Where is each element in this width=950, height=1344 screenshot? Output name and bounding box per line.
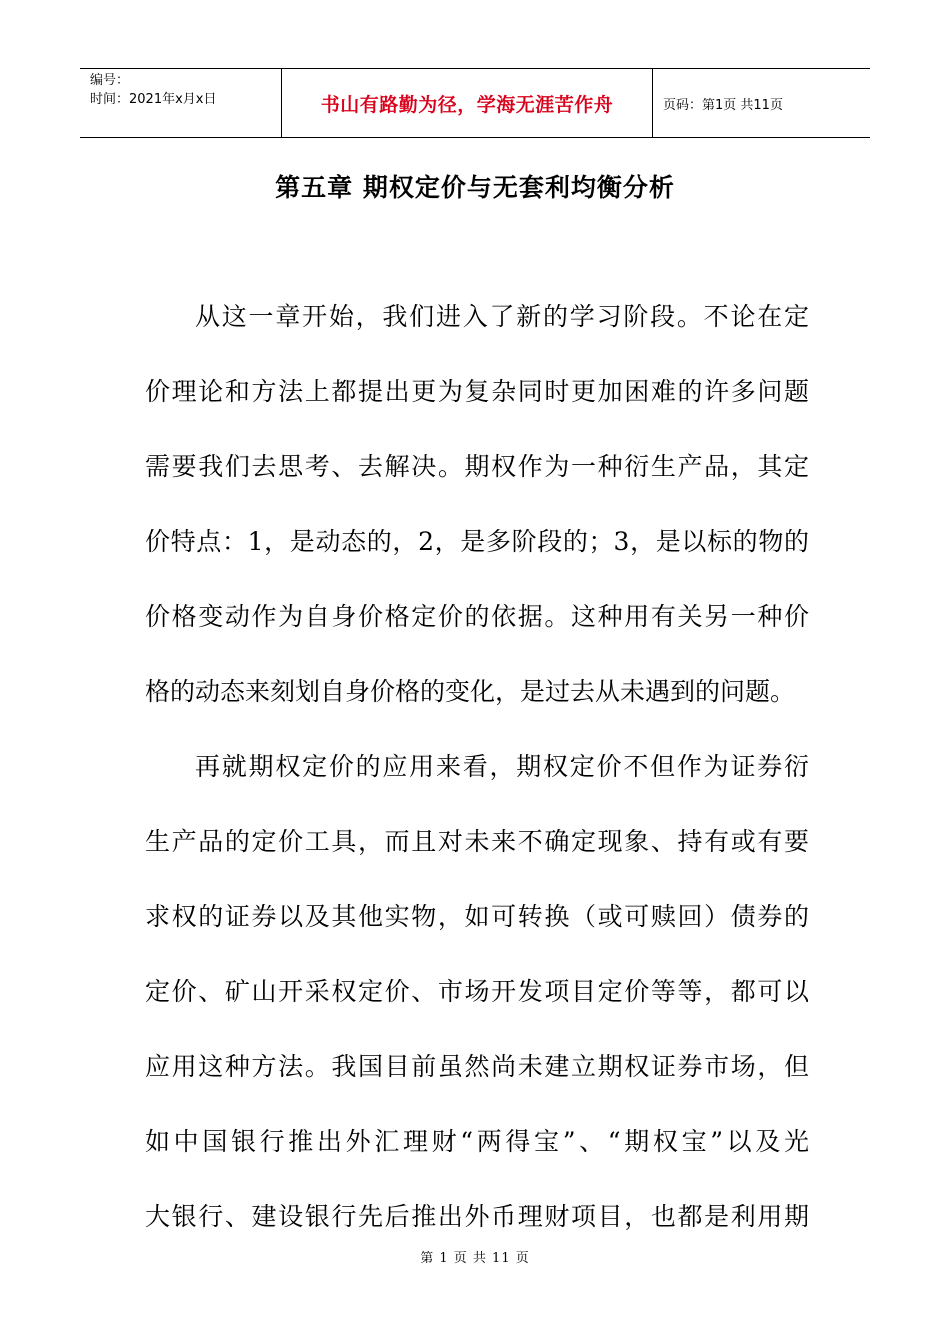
- chapter-title: 第五章 期权定价与无套利均衡分析: [275, 173, 675, 202]
- paragraph-1-line-2: 价理论和方法上都提出更为复杂同时更加困难的许多问题: [145, 377, 809, 406]
- paragraph-1-line-1: 从这一章开始，我们进入了新的学习阶段。不论在定: [195, 302, 809, 331]
- document-body: [145, 293, 809, 1268]
- paragraph-2-line-2: 生产品的定价工具，而且对未来不确定现象、持有或有要: [145, 827, 809, 856]
- header-number-label: 编号：: [90, 73, 130, 88]
- paragraph-2-line-5: 应用这种方法。我国目前虽然尚未建立期权证券市场，但: [145, 1052, 809, 1081]
- paragraph-2-line-1: 再就期权定价的应用来看，期权定价不但作为证券衍: [195, 752, 809, 781]
- page-footer: 第 1 页 共 11 页: [420, 1251, 530, 1266]
- paragraph-1-line-5: 价格变动作为自身价格定价的依据。这种用有关另一种价: [145, 602, 809, 631]
- header-time-label: 时间：2021年x月x日: [90, 92, 217, 107]
- paragraph-1-line-4: 价特点：1，是动态的，2，是多阶段的；3，是以标的物的: [145, 527, 809, 556]
- paragraph-2-line-4: 定价、矿山开采权定价、市场开发项目定价等等，都可以: [145, 977, 809, 1006]
- header-page-info: 页码：第1页 共11页: [663, 97, 783, 113]
- header-meta: [80, 69, 281, 137]
- paragraph-2-line-7: 大银行、建设银行先后推出外币理财项目，也都是利用期: [145, 1202, 809, 1231]
- paragraph-2-line-3: 求权的证券以及其他实物，如可转换（或可赎回）债券的: [145, 902, 809, 931]
- page-header: [80, 68, 870, 138]
- paragraph-1-line-3: 需要我们去思考、去解决。期权作为一种衍生产品，其定: [145, 452, 809, 481]
- paragraph-2-line-6: 如中国银行推出外汇理财“两得宝”、“期权宝”以及光: [145, 1127, 809, 1156]
- paragraph-1-line-6: 格的动态来刻划自身价格的变化，是过去从未遇到的问题。: [145, 677, 796, 706]
- header-motto: 书山有路勤为径，学海无涯苦作舟: [281, 69, 653, 137]
